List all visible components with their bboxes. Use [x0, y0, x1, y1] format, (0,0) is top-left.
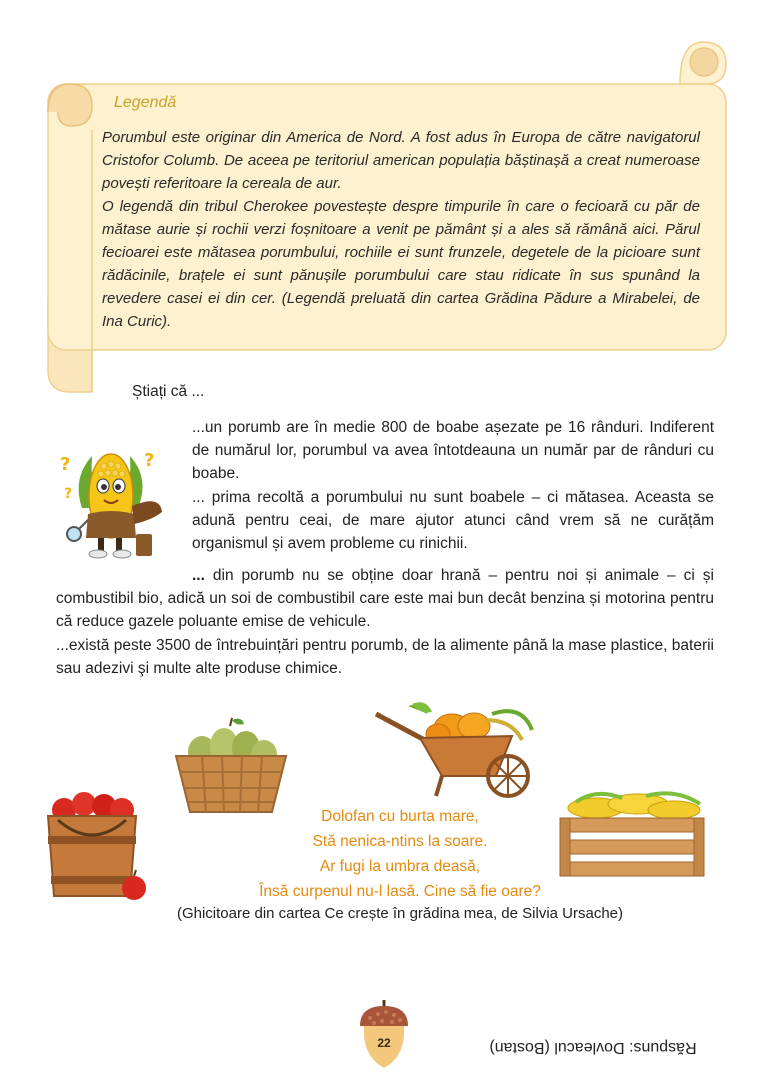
fact-paragraph — [56, 564, 714, 633]
legend-paragraph: O legendă din tribul Cherokee povestește despre timpurile în care o fecioară cu păr de mătase aurie și rochii verzi foșnitoare a venit pe pământ și a ales să rămână aici. Părul fecioarei este mătasea porumbului, rochiile ei sunt frunzele, degetele de la picioare sunt rădăcinile, brațele ei sunt pănușile porumbului care stau ridicate în sus spunând la revedere casei ei din cer. (Legendă preluată din cartea Grădina Pădure a Mirabelei, de Ina Curic). — [102, 198, 700, 330]
corn-mascot-image — [52, 438, 170, 562]
legend-paragraph: Porumbul este originar din America de Nord. A fost adus în Europa de către navigatorul Cristofor Columb. De aceea pe teritoriul american populația băștinașă a creat numeroase povești referitoare la cereala de aur. — [102, 129, 700, 192]
fact-paragraph: ...există peste 3500 de întrebuințări pentru porumb, de la alimente până la mase plastice, baterii sau adezivi şi multe alte produse chimice. — [56, 637, 714, 677]
corn-crate-image — [556, 788, 708, 880]
svg-text:?: ? — [144, 450, 155, 471]
page-number: 22 — [377, 1036, 391, 1050]
riddle — [240, 804, 560, 904]
riddle-answer: Răspuns: Dovleacul (Bostan) — [489, 1039, 697, 1056]
fact-paragraph: ...un porumb are în medie 800 de boabe așezate pe 16 rânduri. Indiferent de numărul lor, porumbul va avea întotdeauna un număr par de rânduri cu boabe. — [192, 419, 714, 482]
riddle-line: Însă curpenul nu-l lasă. Cine să fie oare? — [259, 883, 541, 900]
acorn-icon — [356, 998, 412, 1070]
legend-body — [102, 126, 700, 333]
wheelbarrow-pumpkins-image — [372, 700, 542, 800]
riddle-line: Dolofan cu burta mare, — [321, 808, 479, 825]
svg-text:?: ? — [60, 454, 71, 475]
riddle-line: Ar fugi la umbra deasă, — [319, 858, 481, 875]
apple-bucket-image — [46, 790, 150, 902]
svg-text:?: ? — [64, 486, 73, 502]
fact-paragraph: ... prima recoltă a porumbului nu sunt boabele – ci mătasea. Aceasta se adună pentru ceai, de mare ajutor atunci când vrem să ne curățăm organismul și avem probleme cu rinichii. — [192, 489, 714, 552]
riddle-line: Stă nenica-ntins la soare. — [312, 833, 488, 850]
riddle-source: (Ghicitoare din cartea Ce crește în grădina mea, de Silvia Ursache) — [176, 905, 624, 922]
pear-basket-image — [172, 716, 290, 816]
legend-title: Legendă — [114, 94, 177, 111]
section-title: Știați că ... — [132, 383, 205, 400]
fact-text: din porumb nu se obține doar hrană – pentru noi și animale – ci și combustibil bio, adică un soi de combustibil care este mai bun decât benzina și motorina pentru că reduce gazele poluante emise de vehicule. — [56, 567, 714, 630]
ellipsis-lead: ... — [192, 567, 205, 584]
